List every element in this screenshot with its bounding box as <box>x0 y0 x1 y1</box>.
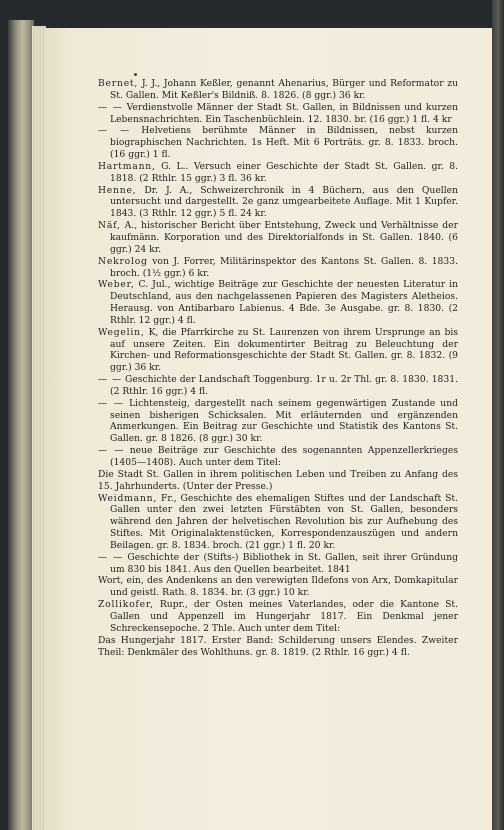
catalog-entry: — — Verdienstvolle Männer der Stadt St. Gallen, in Bildnissen und kurzen Lebensnachrichten. Ein Taschenbüchlein. 12. 1830. br. (16 ggr.) 1 fl. 4 kr <box>98 101 459 125</box>
ink-dot <box>134 73 137 76</box>
catalog-subtitle: Die Stadt St. Gallen in ihrem politischen Leben und Treiben zu Anfang des 15. Jahrhunderts. (Unter der Presse.) <box>98 468 458 492</box>
catalog-text <box>98 78 458 658</box>
catalog-entry: — — neue Beiträge zur Geschichte des sogenannten Appenzellerkrieges (1405—1408). Auch unter dem Titel: <box>98 445 459 468</box>
catalog-entry: Wegelin, K, die Pfarrkirche zu St. Laurenzen von ihrem Ursprunge an bis auf unsere Zeiten. Ein dokumentirter Beitrag zu Beleuchtung der Kirchen- und Reformationsgeschichte der Stadt St. Gallen. gr. 8. 1832. (9 ggr.) 36 kr. <box>98 326 459 374</box>
catalog-entry: Henne, Dr. J. A., Schweizerchronik in 4 Büchern, aus den Quellen untersucht und dargestellt. 2e ganz umgearbeitete Auflage. Mit 1 Kupfer. 1843. (3 Rthlr. 12 ggr.) 5 fl. 24 kr. <box>98 184 458 220</box>
catalog-entry: — — Geschichte der (Stifts-) Bibliothek in St. Gallen, seit ihrer Gründung um 830 bis 1841. Aus den Quellen bearbeitet. 1841 <box>98 551 459 575</box>
catalog-entry: Zollikofer, Rupr., der Osten meines Vaterlandes, oder die Kantone St. Gallen und Appenzell im Hungerjahr 1817. Ein Denkmal jener Schreckensepoche. 2 Thle. Auch unter dem Titel: <box>98 599 459 634</box>
right-page-edge <box>492 0 504 830</box>
book-binding <box>8 20 34 830</box>
catalog-entry: Wort, ein, des Andenkens an den verewigten Ildefons von Arx, Domkapitular und geistl. Rath. 8. 1834. br. (3 ggr.) 10 kr. <box>98 575 458 599</box>
catalog-entry: — — Helvetiens berühmte Männer in Bildnissen, nebst kurzen biographischen Nachrichten. 1s Heft. Mit 6 Porträts. gr. 8. 1833. broch. (16 ggr.) 1 fl. <box>98 125 459 161</box>
catalog-entry: Hartmann, G. L.. Versuch einer Geschichte der Stadt St. Gallen. gr. 8. 1818. (2 Rthlr. 15 ggr.) 3 fl. 36 kr. <box>98 160 458 184</box>
catalog-entry: — — Lichtensteig, dargestellt nach seinem gegenwärtigen Zustande und seinen bisherigen Schicksalen. Mit erläuternden und ergänzenden Anmerkungen. Ein Beitrag zur Geschichte und Statistik des Kantons St. Gallen. gr. 8 1826. (8 ggr.) 30 kr. <box>98 397 458 445</box>
catalog-entry: Weber, C. Jul., wichtige Beiträge zur Geschichte der neuesten Literatur in Deutschland, aus den nachgelassenen Papieren des Magisters Aletheios. Herausg. von Antibarbaro Labienus. 4 Bde. 3e Ausgabe. gr. 8. 1830. (2 Rthlr. 12 ggr.) 4 fl. <box>98 279 459 326</box>
catalog-entry: Näf, A., historischer Bericht über Entstehung, Zweck und Verhältnisse der kaufmänn. Korporation und des Direktorialfonds in St. Gallen. 1840. (6 ggr.) 24 kr. <box>98 220 459 255</box>
catalog-entry: — — Geschichte der Landschaft Toggenburg. 1r u. 2r Thl. gr. 8. 1830. 1831. (2 Rthlr. 16 ggr.) 4 fl. <box>98 374 458 397</box>
catalog-entry: Nekrolog von J. Forrer, Militärinspektor des Kantons St. Gallen. 8. 1833. broch. (1½ ggr.) 6 kr. <box>98 255 459 279</box>
catalog-entry: Bernet, J. J., Johann Keßler, genannt Ahenarius, Bürger und Reformator zu St. Gallen. Mit Keßler's Bildniß. 8. 1826. (8 ggr.) 36 kr. <box>98 78 459 101</box>
catalog-subtitle: Das Hungerjahr 1817. Erster Band: Schilderung unsers Elendes. Zweiter Theil: Denkmäler des Wohlthuns. gr. 8. 1819. (2 Rthlr. 16 ggr.) 4 fl. <box>98 634 458 658</box>
catalog-entry: Weidmann, Fr., Geschichte des ehemaligen Stiftes und der Landschaft St. Gallen unter den zwei letzten Fürstäbten von St. Gallen, besonders während den Jahren der helvetischen Revolution bis zur Aufhebung des Stiftes. Mit Originalaktenstücken, Korrespondenzauszügen und andern Beilagen. gr. 8. 1834. broch. (21 ggr.) 1 fl. 20 kr. <box>98 492 459 551</box>
